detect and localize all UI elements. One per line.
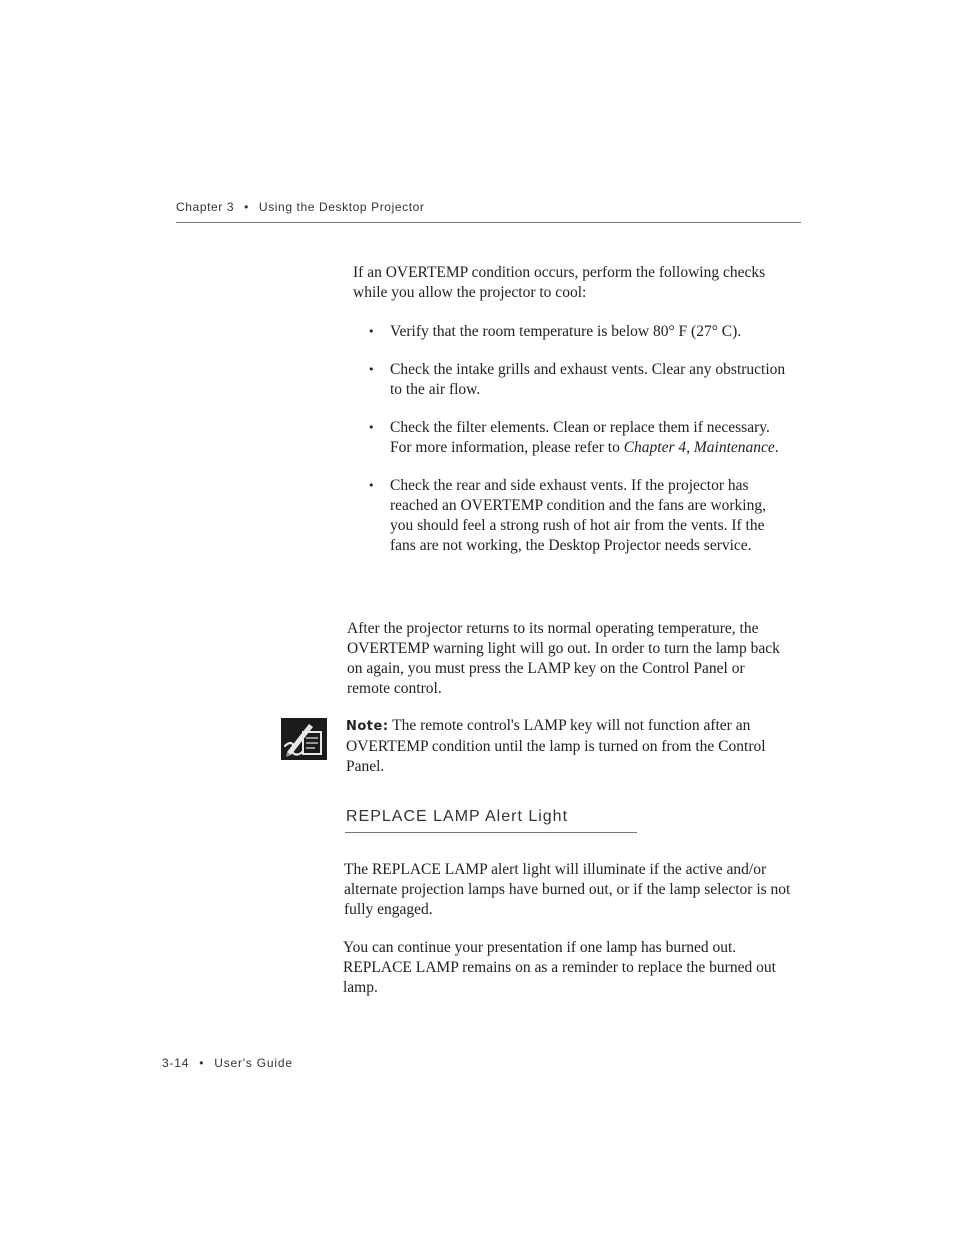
check-text: Check the intake grills and exhaust vents. Clear any obstruction to the air flow. (390, 361, 786, 398)
heading-rule (345, 832, 637, 833)
list-item (368, 476, 788, 556)
note-label: Note: (346, 719, 389, 734)
note-paragraph (346, 716, 786, 777)
chapter-reference: Chapter 4, Maintenance (623, 439, 775, 456)
bullet-icon: • (368, 363, 375, 376)
list-item (368, 418, 788, 458)
header-chapter: Chapter 3 (176, 200, 235, 214)
replace-lamp-paragraph-1: The REPLACE LAMP alert light will illuminate if the active and/or alternate projection lamps have burned out, or if the lamp selector is not fully engaged. (344, 861, 791, 918)
page-number: 3-14 (162, 1056, 190, 1070)
running-header (176, 200, 425, 214)
check-text: Check the filter elements. Clean or replace them if necessary. For more information, please refer to (390, 419, 770, 456)
footer-separator: • (199, 1056, 205, 1070)
list-item (368, 322, 788, 342)
check-text-end: . (774, 439, 779, 456)
check-text: Verify that the room temperature is below 80° F (27° C). (390, 323, 742, 340)
intro-paragraph: If an OVERTEMP condition occurs, perform the following checks while you allow the projector to cool: (353, 264, 766, 301)
after-cooling-paragraph: After the projector returns to its normal operating temperature, the OVERTEMP warning light will go out. In order to turn the lamp back on again, you must press the LAMP key on the Control Panel or remote control. (347, 620, 780, 697)
bullet-icon: • (368, 421, 375, 434)
bullet-icon: • (368, 479, 375, 492)
footer-title: User's Guide (214, 1056, 293, 1070)
checks-list (368, 322, 788, 574)
header-section: Using the Desktop Projector (258, 200, 425, 214)
bullet-icon: • (368, 325, 375, 338)
running-footer (162, 1056, 293, 1070)
list-item (368, 360, 788, 400)
check-text: Check the rear and side exhaust vents. If the projector has reached an OVERTEMP condition and the fans are working, you should feel a strong rush of hot air from the vents. If the fans are not working, the Desktop Projector needs service. (390, 477, 766, 554)
note-text: The remote control's LAMP key will not function after an OVERTEMP condition until the lamp is turned on from the Control Panel. (346, 717, 766, 775)
header-separator: • (244, 200, 249, 214)
replace-lamp-paragraph-2: You can continue your presentation if one lamp has burned out. REPLACE LAMP remains on as a reminder to replace the burned out lamp. (343, 939, 776, 996)
section-heading: REPLACE LAMP Alert Light (346, 808, 569, 825)
hand-writing-note-icon (281, 718, 327, 760)
header-rule (176, 222, 801, 223)
